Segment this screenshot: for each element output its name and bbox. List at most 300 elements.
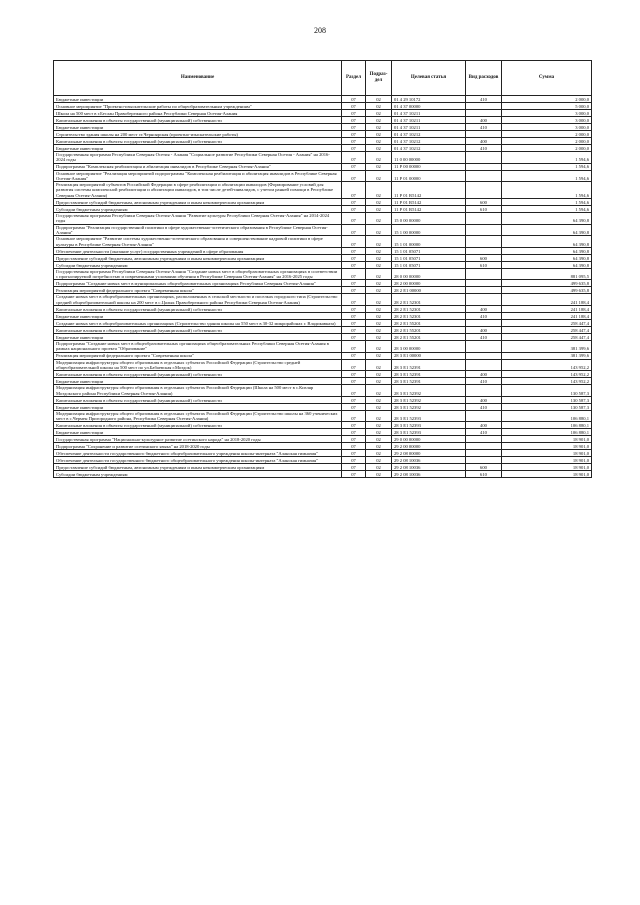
table-row: [54, 280, 592, 287]
cell-expense-type: [466, 182, 502, 199]
cell-subsection: 02: [366, 450, 392, 457]
cell-sum: 130 587,3: [502, 385, 592, 397]
cell-target: 15 1 01 05071: [392, 247, 466, 254]
cell-expense-type: [466, 294, 502, 306]
cell-target: 28 3 E1 00000: [392, 352, 466, 359]
cell-name: Реализация мероприятий федерального проекта "Современная школа": [54, 352, 342, 359]
cell-name: Капитальные вложения в объекты государственной (муниципальной) собственности: [54, 117, 342, 124]
cell-expense-type: [466, 410, 502, 422]
cell-target: 01 4 37 10212: [392, 138, 466, 145]
cell-section: 07: [342, 247, 366, 254]
cell-section: 07: [342, 170, 366, 182]
cell-name: Предоставление субсидий бюджетным, автономным учреждениям и иным некоммерческим организациям: [54, 464, 342, 471]
table-row: [54, 268, 592, 280]
cell-section: 07: [342, 457, 366, 464]
cell-name: Модернизация инфраструктуры общего образования в отдельных субъектах Российской Федерации (Строительство школы на 360 ученических мест в с.Чермен Пригородного района, Республика Северная Осетия-Алания): [54, 410, 342, 422]
cell-sum: 64 390,8: [502, 236, 592, 248]
cell-sum: 258 447,4: [502, 327, 592, 334]
table-row: [54, 247, 592, 254]
cell-sum: 64 390,8: [502, 254, 592, 261]
cell-target: 28 2 E1 55201: [392, 320, 466, 327]
cell-target: 01 4 37 00000: [392, 103, 466, 110]
cell-name: Капитальные вложения в объекты государственной (муниципальной) собственности: [54, 138, 342, 145]
cell-expense-type: 400: [466, 396, 502, 403]
table-header: [54, 61, 592, 96]
cell-sum: 258 447,4: [502, 320, 592, 327]
cell-target: 01 4 37 10212: [392, 145, 466, 152]
cell-expense-type: 400: [466, 327, 502, 334]
cell-name: Обеспечение деятельности государственного бюджетного общеобразовательного учреждения школы-интерната "Аланская гимназия": [54, 457, 342, 464]
cell-name: Строительство здания школы на 200 мест ст.Черноярская (проектно-изыскательские работы): [54, 131, 342, 138]
cell-expense-type: 410: [466, 334, 502, 341]
cell-sum: 2 000,0: [502, 96, 592, 103]
cell-subsection: 02: [366, 396, 392, 403]
page-number: 208: [314, 26, 326, 35]
cell-expense-type: [466, 152, 502, 164]
cell-sum: 18 901,0: [502, 450, 592, 457]
cell-sum: 1 594,6: [502, 206, 592, 213]
cell-target: 28 2 E1 00000: [392, 287, 466, 294]
cell-target: 28 2 E1 52301: [392, 294, 466, 306]
cell-sum: 18 901,0: [502, 464, 592, 471]
cell-subsection: 02: [366, 313, 392, 320]
cell-expense-type: [466, 359, 502, 371]
cell-target: 11 Р 00 00000: [392, 163, 466, 170]
cell-section: 07: [342, 371, 366, 378]
cell-section: 07: [342, 224, 366, 236]
cell-subsection: 02: [366, 110, 392, 117]
cell-section: 07: [342, 103, 366, 110]
cell-section: 07: [342, 124, 366, 131]
cell-sum: 106 880,1: [502, 422, 592, 429]
cell-name: Капитальные вложения в объекты государственной (муниципальной) собственности: [54, 327, 342, 334]
cell-target: 28 2 E1 52301: [392, 313, 466, 320]
cell-section: 07: [342, 163, 366, 170]
table-row: [54, 261, 592, 268]
cell-section: 07: [342, 450, 366, 457]
cell-expense-type: 410: [466, 145, 502, 152]
cell-target: 01 4 29 10172: [392, 96, 466, 103]
cell-target: 28 2 E1 55201: [392, 334, 466, 341]
table-row: [54, 103, 592, 110]
cell-target: 28 3 E1 52391: [392, 359, 466, 371]
cell-sum: 106 880,1: [502, 410, 592, 422]
table-row: [54, 471, 592, 478]
cell-subsection: 02: [366, 443, 392, 450]
table-row: [54, 163, 592, 170]
cell-sum: 2 000,0: [502, 145, 592, 152]
cell-name: Государственная программа "Национально-культурное развитие осетинского народа" на 2018-2020 годы: [54, 436, 342, 443]
cell-expense-type: [466, 280, 502, 287]
cell-target: 01 4 37 10211: [392, 110, 466, 117]
cell-target: 29 2 08 10036: [392, 471, 466, 478]
cell-sum: 2 000,0: [502, 138, 592, 145]
cell-section: 07: [342, 138, 366, 145]
cell-expense-type: [466, 103, 502, 110]
table-row: [54, 96, 592, 103]
cell-sum: 64 390,8: [502, 213, 592, 225]
table-row: [54, 352, 592, 359]
cell-target: 29 2 08 00000: [392, 450, 466, 457]
table-row: [54, 378, 592, 385]
cell-sum: 18 901,0: [502, 457, 592, 464]
cell-section: 07: [342, 327, 366, 334]
table-row: [54, 213, 592, 225]
table-row: [54, 131, 592, 138]
cell-expense-type: 410: [466, 429, 502, 436]
cell-section: 07: [342, 145, 366, 152]
cell-target: 15 0 00 00000: [392, 213, 466, 225]
cell-section: 07: [342, 313, 366, 320]
cell-section: 07: [342, 320, 366, 327]
cell-expense-type: 410: [466, 403, 502, 410]
cell-subsection: 02: [366, 170, 392, 182]
table-row: [54, 443, 592, 450]
cell-expense-type: 410: [466, 313, 502, 320]
cell-section: 07: [342, 385, 366, 397]
cell-sum: 106 880,1: [502, 429, 592, 436]
cell-target: 28 3 E1 52392: [392, 396, 466, 403]
cell-name: Основное мероприятие "Реализация мероприятий подпрограммы "Комплексная реабилитация и абилитация инвалидов в Республике Северная Осетия-Алания": [54, 170, 342, 182]
header-subsection: Подраз-дел: [366, 61, 392, 96]
cell-target: 28 2 00 00000: [392, 280, 466, 287]
table-row: [54, 110, 592, 117]
cell-sum: 3 000,0: [502, 117, 592, 124]
cell-target: 11 Р 01 R5142: [392, 206, 466, 213]
cell-expense-type: [466, 170, 502, 182]
table-row: [54, 313, 592, 320]
table-row: [54, 306, 592, 313]
cell-name: Капитальные вложения в объекты государственной (муниципальной) собственности: [54, 371, 342, 378]
cell-expense-type: [466, 385, 502, 397]
cell-target: 28 3 E1 52392: [392, 403, 466, 410]
cell-expense-type: [466, 287, 502, 294]
cell-name: Предоставление субсидий бюджетным, автономным учреждениям и иным некоммерческим организациям: [54, 254, 342, 261]
cell-target: 28 2 E1 55201: [392, 327, 466, 334]
cell-subsection: 02: [366, 268, 392, 280]
cell-subsection: 02: [366, 429, 392, 436]
cell-expense-type: 400: [466, 422, 502, 429]
cell-target: 28 2 E1 52301: [392, 306, 466, 313]
cell-target: 28 3 E1 52391: [392, 378, 466, 385]
table-row: [54, 341, 592, 353]
header-sum: Сумма: [502, 61, 592, 96]
cell-subsection: 02: [366, 464, 392, 471]
header-target: Целевая статья: [392, 61, 466, 96]
cell-section: 07: [342, 306, 366, 313]
table-row: [54, 206, 592, 213]
cell-section: 07: [342, 352, 366, 359]
cell-sum: 499 635,8: [502, 287, 592, 294]
cell-name: Подпрограмма "Создание новых мест в муниципальных общеобразовательных организациях Республики Северная Осетия-Алания": [54, 280, 342, 287]
cell-section: 07: [342, 294, 366, 306]
cell-name: Модернизация инфраструктуры общего образования в отдельных субъектах Российской Федерации (Строительство средней общеобразовательной школы на 500 мест по ул.Бабаевская г.Моздок): [54, 359, 342, 371]
cell-sum: 381 399,6: [502, 352, 592, 359]
cell-target: 01 4 37 10211: [392, 124, 466, 131]
cell-sum: 64 390,8: [502, 224, 592, 236]
cell-section: 07: [342, 213, 366, 225]
cell-expense-type: [466, 320, 502, 327]
cell-section: 07: [342, 471, 366, 478]
cell-sum: 1 594,6: [502, 152, 592, 164]
cell-expense-type: 610: [466, 261, 502, 268]
cell-name: Бюджетные инвестиции: [54, 378, 342, 385]
cell-name: Подпрограмма "Комплексная реабилитация и абилитация инвалидов в Республике Северная Осетия-Алания": [54, 163, 342, 170]
cell-name: Государственная программа Республики Северная Осетия-Алания "Развитие культуры Республики Северная Осетия-Алания" на 2014-2024 годы: [54, 213, 342, 225]
cell-name: Бюджетные инвестиции: [54, 145, 342, 152]
cell-name: Подпрограмма "Сохранение и развитие осетинского языка" на 2018-2020 годы: [54, 443, 342, 450]
table-row: [54, 422, 592, 429]
cell-section: 07: [342, 287, 366, 294]
cell-section: 07: [342, 378, 366, 385]
cell-expense-type: 410: [466, 124, 502, 131]
cell-name: Основное мероприятие "Проектно-изыскательские работы по общеобразовательным учреждениям": [54, 103, 342, 110]
cell-expense-type: 600: [466, 199, 502, 206]
cell-expense-type: [466, 163, 502, 170]
cell-section: 07: [342, 436, 366, 443]
cell-target: 01 4 37 10212: [392, 131, 466, 138]
cell-name: Государственная программа Республики Северная Осетия-Алания "Создание новых мест в общеобразовательных организациях в соответствии с прогнозируемой потребностью и современными условиями обучения в Республике Северная Осетия-Алания" на 2016-2025 годы: [54, 268, 342, 280]
cell-sum: 881 095,5: [502, 268, 592, 280]
cell-sum: 241 188,4: [502, 294, 592, 306]
cell-expense-type: 400: [466, 371, 502, 378]
table-row: [54, 450, 592, 457]
cell-sum: 499 635,8: [502, 280, 592, 287]
cell-sum: 3 000,0: [502, 124, 592, 131]
cell-sum: 130 587,3: [502, 396, 592, 403]
table-row: [54, 145, 592, 152]
cell-name: Подпрограмма "Создание новых мест в общеобразовательных организациях общеобразовательных Республики Северная Осетия-Алания в рамках национального проекта "Образование": [54, 341, 342, 353]
table-row: [54, 124, 592, 131]
cell-name: Реализация мероприятий федерального проекта "Современная школа": [54, 287, 342, 294]
cell-subsection: 02: [366, 247, 392, 254]
cell-target: 28 3 E1 52393: [392, 429, 466, 436]
cell-name: Основное мероприятие "Развитие системы художественно-эстетического образования и совершенствование кадровой политики в сфере культуры в Республике Северная Осетия-Алания": [54, 236, 342, 248]
cell-target: 29 2 00 00000: [392, 443, 466, 450]
cell-subsection: 02: [366, 213, 392, 225]
cell-expense-type: [466, 341, 502, 353]
cell-name: Обеспечение деятельности (оказание услуг) государственных учреждений в сфере образования: [54, 247, 342, 254]
cell-sum: 143 952,2: [502, 378, 592, 385]
cell-target: 01 4 37 10211: [392, 117, 466, 124]
cell-target: 11 Р 01 R5142: [392, 182, 466, 199]
cell-section: 07: [342, 206, 366, 213]
cell-subsection: 02: [366, 320, 392, 327]
cell-subsection: 02: [366, 457, 392, 464]
cell-subsection: 02: [366, 206, 392, 213]
table-row: [54, 320, 592, 327]
cell-name: Реализация мероприятий субъектов Российской Федерации в сфере реабилитации и абилитации инвалидов (Формирование условий для развития системы комплексной реабилитации и абилитации инвалидов, в том числе детей-инвалидов, с учетом ранней помощи в Республике Северная Осетия-Алания): [54, 182, 342, 199]
table-row: [54, 396, 592, 403]
cell-name: Бюджетные инвестиции: [54, 429, 342, 436]
cell-section: 07: [342, 152, 366, 164]
cell-name: Создание новых мест в общеобразовательных организациях (Строительство здания школы на 550 мест в 30-32 микрорайонах г. Владикавказа): [54, 320, 342, 327]
cell-subsection: 02: [366, 152, 392, 164]
cell-expense-type: 600: [466, 464, 502, 471]
cell-sum: 18 901,0: [502, 436, 592, 443]
cell-section: 07: [342, 268, 366, 280]
table-row: [54, 236, 592, 248]
cell-target: 11 Р 01 00000: [392, 170, 466, 182]
header-name: Наименование: [54, 61, 342, 96]
table-row: [54, 385, 592, 397]
cell-name: Субсидии бюджетным учреждениям: [54, 471, 342, 478]
cell-subsection: 02: [366, 471, 392, 478]
cell-subsection: 02: [366, 371, 392, 378]
cell-subsection: 02: [366, 352, 392, 359]
cell-subsection: 02: [366, 403, 392, 410]
cell-section: 07: [342, 236, 366, 248]
cell-target: 15 1 01 05071: [392, 261, 466, 268]
table-row: [54, 359, 592, 371]
cell-sum: 381 399,6: [502, 341, 592, 353]
cell-section: 07: [342, 422, 366, 429]
cell-sum: 64 390,8: [502, 247, 592, 254]
cell-subsection: 02: [366, 378, 392, 385]
cell-target: 28 3 E1 52392: [392, 385, 466, 397]
cell-expense-type: 610: [466, 471, 502, 478]
cell-target: 28 3 E1 52393: [392, 422, 466, 429]
cell-name: Бюджетные инвестиции: [54, 313, 342, 320]
cell-expense-type: [466, 450, 502, 457]
cell-subsection: 02: [366, 280, 392, 287]
cell-target: 11 0 00 00000: [392, 152, 466, 164]
cell-target: 29 0 00 00000: [392, 436, 466, 443]
cell-sum: 258 447,4: [502, 334, 592, 341]
cell-expense-type: 610: [466, 206, 502, 213]
cell-name: Предоставление субсидий бюджетным, автономным учреждениям и иным некоммерческим организациям: [54, 199, 342, 206]
cell-name: Модернизация инфраструктуры общего образования в отдельных субъектах Российской Федерации (Школа на 500 мест в с.Кизляр Моздокского района Республики Северная Осетия-Алания): [54, 385, 342, 397]
cell-subsection: 02: [366, 124, 392, 131]
cell-expense-type: [466, 236, 502, 248]
cell-sum: 18 901,0: [502, 471, 592, 478]
cell-section: 07: [342, 341, 366, 353]
cell-sum: 130 587,3: [502, 403, 592, 410]
cell-section: 07: [342, 403, 366, 410]
cell-sum: 143 952,2: [502, 371, 592, 378]
table-row: [54, 254, 592, 261]
cell-name: Капитальные вложения в объекты государственной (муниципальной) собственности: [54, 422, 342, 429]
cell-name: Капитальные вложения в объекты государственной (муниципальной) собственности: [54, 396, 342, 403]
cell-target: 15 1 01 05071: [392, 254, 466, 261]
cell-subsection: 02: [366, 385, 392, 397]
table-row: [54, 334, 592, 341]
cell-subsection: 02: [366, 306, 392, 313]
table-row: [54, 170, 592, 182]
cell-subsection: 02: [366, 359, 392, 371]
cell-subsection: 02: [366, 138, 392, 145]
cell-expense-type: [466, 131, 502, 138]
cell-sum: 1 594,6: [502, 199, 592, 206]
header-expense-type: Вид расходов: [466, 61, 502, 96]
cell-target: 28 3 E1 52393: [392, 410, 466, 422]
table-row: [54, 403, 592, 410]
table-row: [54, 464, 592, 471]
cell-expense-type: [466, 213, 502, 225]
header-section: Раздел: [342, 61, 366, 96]
cell-target: 11 Р 01 R5142: [392, 199, 466, 206]
cell-sum: 5 000,0: [502, 103, 592, 110]
cell-expense-type: 410: [466, 96, 502, 103]
table-row: [54, 327, 592, 334]
cell-section: 07: [342, 396, 366, 403]
cell-target: 15 1 01 00000: [392, 236, 466, 248]
cell-subsection: 02: [366, 410, 392, 422]
cell-expense-type: [466, 436, 502, 443]
cell-section: 07: [342, 280, 366, 287]
cell-target: 29 2 08 10036: [392, 457, 466, 464]
cell-subsection: 02: [366, 422, 392, 429]
cell-name: Бюджетные инвестиции: [54, 334, 342, 341]
cell-section: 07: [342, 443, 366, 450]
cell-expense-type: [466, 247, 502, 254]
cell-subsection: 02: [366, 287, 392, 294]
cell-section: 07: [342, 429, 366, 436]
cell-name: Школа на 500 мест в г.Беслан Правобережного района Республики Северная Осетия-Алания: [54, 110, 342, 117]
table-row: [54, 182, 592, 199]
cell-name: Обеспечение деятельности государственного бюджетного общеобразовательного учреждения школы-интерната "Аланская гимназия": [54, 450, 342, 457]
cell-name: Подпрограмма "Реализация государственной политики в сфере художественно-эстетического образования в Республике Северная Осетия-Алания": [54, 224, 342, 236]
cell-target: 28 0 00 00000: [392, 268, 466, 280]
cell-section: 07: [342, 464, 366, 471]
cell-subsection: 02: [366, 224, 392, 236]
cell-subsection: 02: [366, 131, 392, 138]
cell-name: Субсидии бюджетным учреждениям: [54, 261, 342, 268]
table-row: [54, 287, 592, 294]
cell-subsection: 02: [366, 182, 392, 199]
table-row: [54, 138, 592, 145]
cell-target: 28 3 E1 52391: [392, 371, 466, 378]
cell-sum: 3 000,0: [502, 110, 592, 117]
table-row: [54, 371, 592, 378]
table-row: [54, 410, 592, 422]
cell-subsection: 02: [366, 145, 392, 152]
cell-name: Создание новых мест в общеобразовательных организациях, расположенных в сельской местности и поселках городского типа (Строительство средней общеобразовательной школы на 200 мест в с.Цалык Правобережного района Республики Северная Осетия-Алания): [54, 294, 342, 306]
cell-subsection: 02: [366, 163, 392, 170]
cell-subsection: 02: [366, 103, 392, 110]
cell-section: 07: [342, 199, 366, 206]
cell-subsection: 02: [366, 334, 392, 341]
cell-expense-type: 410: [466, 378, 502, 385]
cell-expense-type: [466, 352, 502, 359]
budget-table: [53, 60, 592, 478]
cell-section: 07: [342, 117, 366, 124]
cell-name: Капитальные вложения в объекты государственной (муниципальной) собственности: [54, 306, 342, 313]
cell-subsection: 02: [366, 236, 392, 248]
cell-section: 07: [342, 261, 366, 268]
cell-name: Бюджетные инвестиции: [54, 403, 342, 410]
cell-expense-type: [466, 110, 502, 117]
cell-name: Бюджетные инвестиции: [54, 96, 342, 103]
cell-expense-type: [466, 224, 502, 236]
cell-expense-type: 400: [466, 117, 502, 124]
cell-expense-type: 400: [466, 306, 502, 313]
cell-target: 28 3 00 00000: [392, 341, 466, 353]
cell-name: Субсидии бюджетным учреждениям: [54, 206, 342, 213]
cell-expense-type: 600: [466, 254, 502, 261]
cell-subsection: 02: [366, 327, 392, 334]
cell-target: 15 1 00 00000: [392, 224, 466, 236]
table-row: [54, 224, 592, 236]
cell-section: 07: [342, 110, 366, 117]
cell-sum: 241 188,4: [502, 313, 592, 320]
table-body: [54, 96, 592, 478]
cell-sum: 241 188,4: [502, 306, 592, 313]
table-row: [54, 199, 592, 206]
cell-subsection: 02: [366, 117, 392, 124]
table-row: [54, 152, 592, 164]
table-row: [54, 117, 592, 124]
